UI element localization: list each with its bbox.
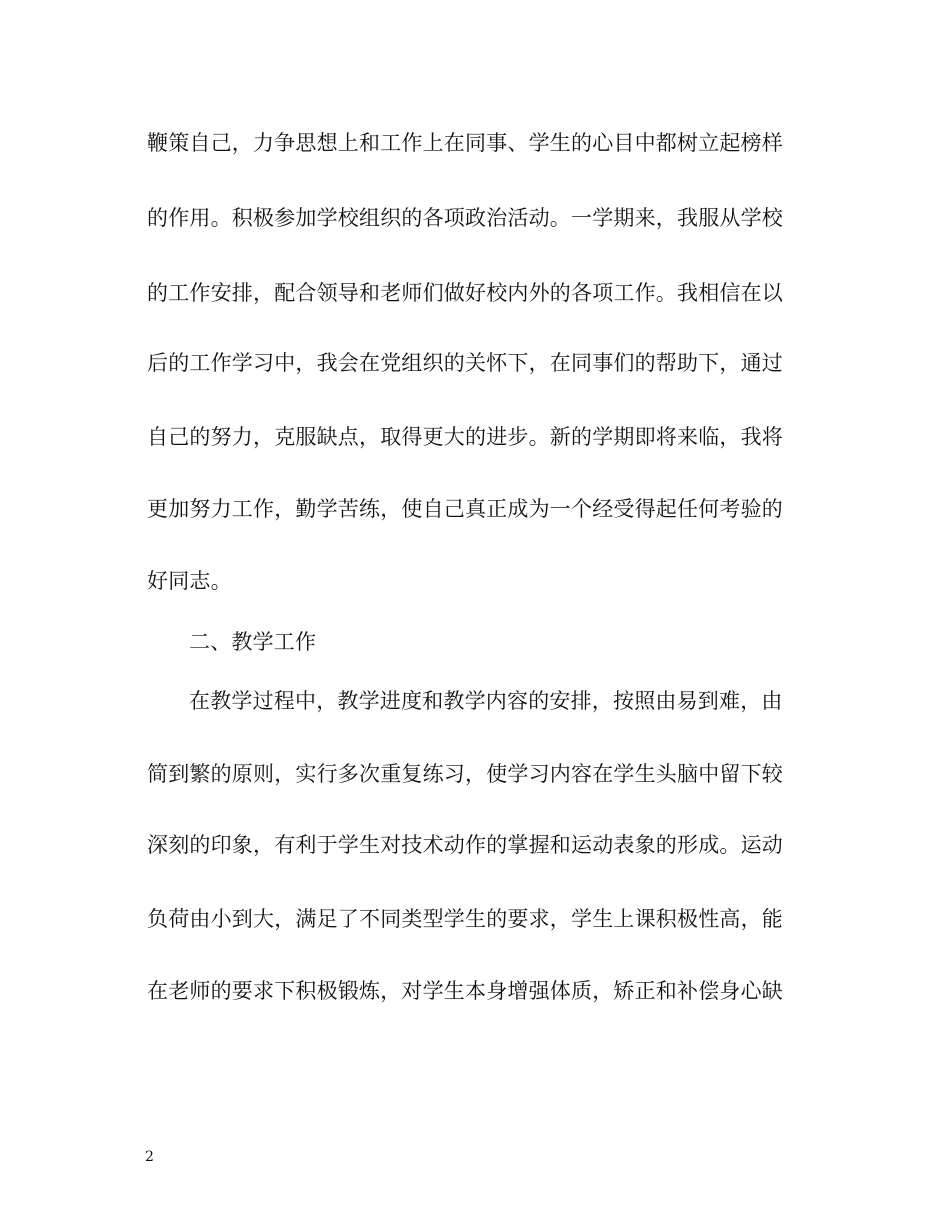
text-line: 深刻的印象，有利于学生对技术动作的掌握和运动表象的形成。运动 xyxy=(147,833,783,857)
text-line: 在教学过程中，教学进度和教学内容的安排，按照由易到难，由 xyxy=(189,689,783,713)
text-line: 在老师的要求下积极锻炼，对学生本身增强体质，矫正和补偿身心缺 xyxy=(147,979,783,1003)
text-line: 自己的努力，克服缺点，取得更大的进步。新的学期即将来临，我将 xyxy=(147,425,783,449)
text-line: 的工作安排，配合领导和老师们做好校内外的各项工作。我相信在以 xyxy=(147,281,783,305)
text-line: 负荷由小到大，满足了不同类型学生的要求，学生上课积极性高，能 xyxy=(147,907,783,931)
section-heading: 二、教学工作 xyxy=(189,630,317,654)
text-line: 的作用。积极参加学校组织的各项政治活动。一学期来，我服从学校 xyxy=(147,206,783,230)
text-line: 更加努力工作，勤学苦练，使自己真正成为一个经受得起任何考验的 xyxy=(147,497,783,521)
text-line: 鞭策自己，力争思想上和工作上在同事、学生的心目中都树立起榜样 xyxy=(147,131,783,155)
text-line: 好同志。 xyxy=(147,569,232,593)
text-line: 简到繁的原则，实行多次重复练习，使学习内容在学生头脑中留下较 xyxy=(147,762,783,786)
page-number: 2 xyxy=(145,1149,154,1165)
text-line: 后的工作学习中，我会在党组织的关怀下，在同事们的帮助下，通过 xyxy=(147,351,783,375)
